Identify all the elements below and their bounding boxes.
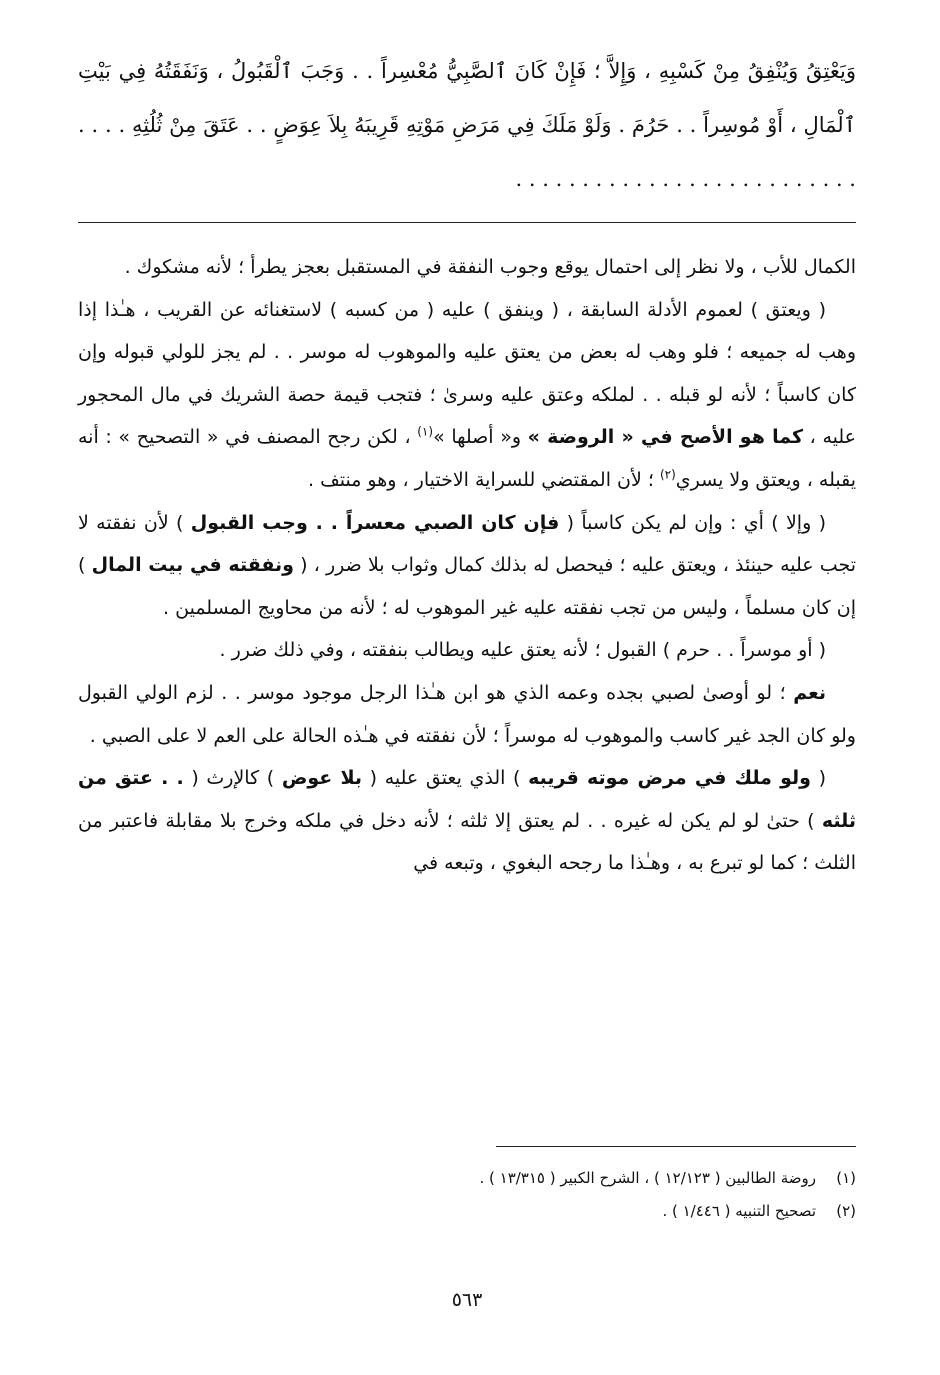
- footnote-number: (٢): [836, 1202, 856, 1220]
- footnote-2: [78, 1195, 856, 1228]
- footnote-text: تصحيح التنبيه ( ١/٤٤٦ ) .: [662, 1202, 816, 1220]
- commentary-text: و« أصلها »: [433, 426, 522, 449]
- bold-phrase: فإن كان الصبي معسراً . . وجب القبول: [190, 511, 560, 534]
- book-page: [78, 44, 856, 1344]
- commentary-text: ( أو موسراً . . حرم ) القبول ؛ لأنه يعتق عليه ويطالب بنفقته ، وفي ذلك ضرر .: [219, 639, 826, 662]
- commentary-text: ) الذي يعتق عليه (: [369, 767, 521, 790]
- commentary-text: ( ويعتق ) لعموم الأدلة السابقة ، ( وينفق ) عليه ( من كسبه ) لاستغنائه عن القريب ، هـٰذا إذا وهب له جميعه ؛ فلو وهب له بعض من يعتق عليه والموهوب له موسر . . لم يجز للولي قبوله وإن كان كاسباً ؛ لأنه لو قبله . . لملكه وعتق عليه وسرىٰ ؛ فتجب قيمة حصة الشريك في مال المحجور عليه ،: [78, 298, 856, 449]
- footnote-separator-rule: [496, 1146, 856, 1147]
- commentary-text: الكمال للأب ، ولا نظر إلى احتمال يوقع وجوب النفقة في المستقبل بعجز يطرأ ؛ لأنه مشكوك .: [124, 256, 856, 278]
- bold-phrase: نعم: [793, 681, 826, 704]
- matn-verse: وَيَعْتِقُ وَيُنْفِقُ مِنْ كَسْبِهِ ، وَإِلاَّ ؛ فَإِنْ كَانَ ٱلصَّبِيُّ مُعْسِراً . . وَجَبَ ٱلْقَبُولُ ، وَنَفَقَتُهُ فِي بَيْتِ ٱلْمَالِ ، أَوْ مُوسِراً . . حَرُمَ . وَلَوْ مَلَكَ فِي مَرَضِ مَوْتِهِ قَرِيبَهُ بِلاَ عِوَضٍ . . عَتَقَ مِنْ ثُلُثِهِ: [78, 59, 856, 137]
- footnote-text: روضة الطالبين ( ١٢/١٢٣ ) ، الشرح الكبير ( ١٣/٣١٥ ) .: [479, 1169, 816, 1187]
- bold-phrase: ونفقته في بيت المال: [91, 554, 294, 577]
- commentary-text: ) إن كان مسلماً ، وليس من تجب نفقته عليه غير الموهوب له ؛ لأنه من محاويج المسلمين .: [78, 554, 856, 619]
- commentary-text: ) كالإرث (: [191, 767, 275, 790]
- footnote-1: [78, 1162, 856, 1195]
- footnote-marker-1[interactable]: (١): [417, 425, 434, 440]
- page-number: ٥٦٣: [451, 1289, 483, 1311]
- commentary-text: (: [818, 767, 826, 790]
- commentary-text: ) حتىٰ لو لم يكن له غيره . . لم يعتق إلا ثلثه ؛ لأنه دخل في ملكه وخرج بلا مقابلة فاعتبر من الثلث ؛ كما لو تبرع به ، وهـٰذا ما رجحه البغوي ، وتبعه في: [78, 809, 856, 875]
- bold-phrase: . . عتق من ثلثه: [78, 767, 856, 832]
- footnotes: [78, 1162, 856, 1228]
- commentary-text: ؛ لو أوصىٰ لصبي بجده وعمه الذي هو ابن هـٰذا الرجل موجود موسر . . لزم الولي القبول ولو كان الجد غير كاسب والموهوب له موسراً ؛ لأن نفقته في هـٰذه الحالة على العم لا على الصبي .: [78, 681, 856, 747]
- commentary-paragraph-2: [78, 289, 856, 502]
- commentary-paragraph-5: [78, 672, 856, 757]
- commentary-body: [78, 246, 856, 885]
- commentary-paragraph-6: [78, 757, 856, 885]
- commentary-paragraph-3: [78, 502, 856, 630]
- bold-phrase: ولو ملك في مرض موته قريبه: [528, 767, 811, 790]
- matn-dots: . . . . . . . . . . . . . . . . . . . . . . . . . . . . . .: [78, 113, 856, 191]
- bold-phrase: بلا عوض: [281, 767, 363, 790]
- commentary-text: ( وإلا ) أي : وإن لم يكن كاسباً (: [566, 511, 826, 534]
- bold-phrase: كما هو الأصح في « الروضة »: [527, 426, 804, 449]
- commentary-text: ؛ لأن المقتضي للسراية الاختيار ، وهو منتف .: [308, 468, 654, 491]
- commentary-text: ) لأن نفقته لا تجب عليه حينئذ ، ويعتق عليه ؛ فيحصل له بذلك كمال وثواب بلا ضرر ، (: [78, 511, 856, 577]
- commentary-paragraph-1: [78, 246, 856, 289]
- footnote-marker-2[interactable]: (٢): [659, 467, 676, 482]
- footnote-number: (١): [836, 1169, 856, 1187]
- matn-text: [78, 44, 856, 206]
- matn-separator-rule: [78, 222, 856, 223]
- commentary-paragraph-4: [78, 629, 856, 672]
- commentary-text: ، لكن رجح المصنف في « التصحيح » : أنه يقبله ، ويعتق ولا يسري: [78, 426, 856, 491]
